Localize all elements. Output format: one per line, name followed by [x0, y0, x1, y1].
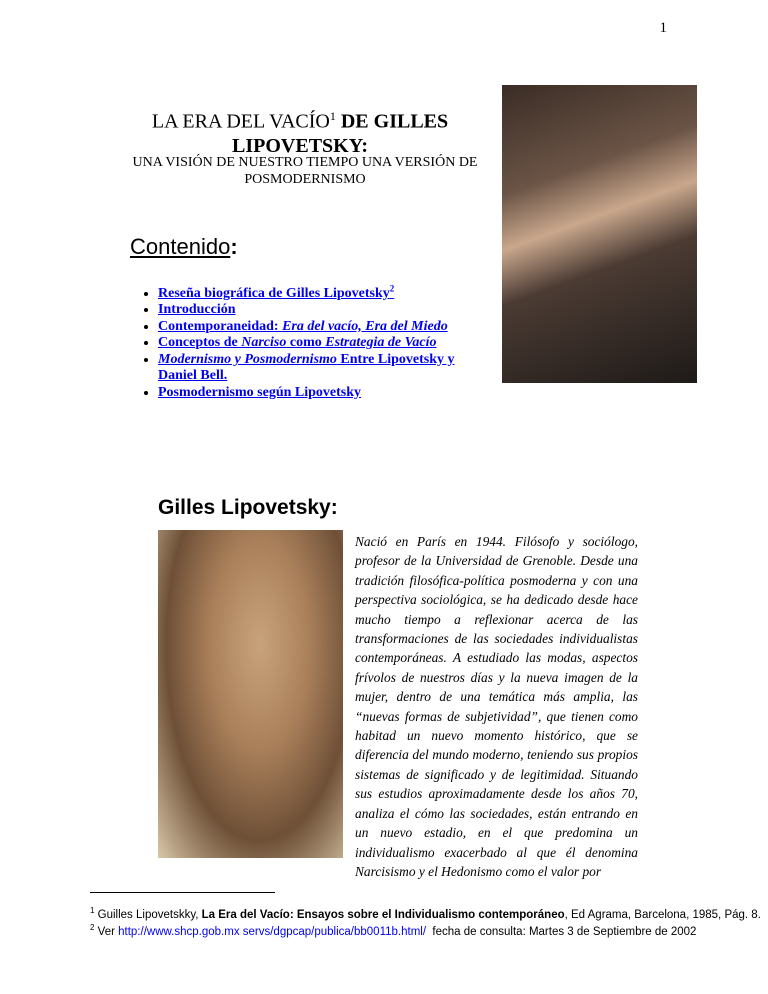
title-part1: LA ERA DEL VACÍO — [151, 110, 330, 133]
footnote-link[interactable]: http://www.shcp.gob.mx servs/dgpcap/publica/bb0011b.html/ — [118, 925, 427, 938]
toc-link[interactable]: Introducción — [158, 302, 236, 318]
toc-link[interactable]: Contemporaneidad: Era del vacío, Era del Miedo — [158, 318, 448, 334]
toc-link[interactable]: Modernismo y Posmodernismo Entre Lipovetsky y Daniel Bell. — [158, 351, 455, 384]
toc-link[interactable]: Posmodernismo según Lipovetsky — [158, 384, 362, 400]
contents-word: Contenido — [130, 234, 231, 259]
toc-link[interactable]: Reseña biográfica de Gilles Lipovetsky$^2$ — [158, 283, 395, 301]
toc-link[interactable]: Conceptos de Narciso como Estrategia de Vacío — [158, 335, 437, 351]
portrait-photo — [158, 530, 343, 858]
section-heading: Gilles Lipovetsky: — [158, 496, 338, 519]
footnote-1: $^1$ Guilles Lipovetskky, La Era del Vacío: Ensayos sobre el Individualismo contemporáneo, Ed Agrama, Barcelona, 1985, Pág. 8. — [90, 906, 761, 921]
footnote-ref[interactable]: 1 — [329, 109, 336, 123]
document-title — [110, 104, 490, 158]
footnote-divider — [90, 892, 275, 893]
document-subtitle: UNA VISIÓN DE NUESTRO TIEMPO UNA VERSIÓN DE POSMODERNISMO — [132, 155, 478, 187]
toc-item[interactable] — [158, 385, 468, 402]
footnote-2: $^2$ Ver http://www.shcp.gob.mx servs/dgpcap/publica/bb0011b.html/ fecha de consulta: Martes 3 de Septiembre de 2002 — [90, 923, 697, 938]
toc-item[interactable] — [158, 280, 468, 302]
table-of-contents — [130, 280, 468, 401]
title-part2: DE GILLES LIPOVETSKY: — [232, 110, 449, 157]
fashion-photo — [502, 85, 697, 383]
toc-item[interactable] — [158, 319, 468, 336]
toc-item[interactable] — [158, 302, 468, 319]
contents-colon: : — [230, 234, 238, 259]
biography-text: Nació en París en 1944. Filósofo y sociólogo, profesor de la Universidad de Grenoble. Desde una tradición filosófica-política posmoderna y con una perspectiva sociológica, se ha dedicado desde hace mucho tiempo a reflexionar acerca de las transformaciones de las sociedades individualistas contemporáneas. A estudiado las modas, aspectos frívolos de nuestros días y la nueva imagen de la mujer, dentro de una temática más amplia, las “nuevas formas de subjetividad”, que tienen como habitad un nuevo momento histórico, que se diferencia del mundo moderno, teniendo sus propios sistemas de significado y de legitimidad. Situando sus estudios aproximadamente desde los años 70, analiza el cómo las sociedades, están entrando en un nuevo estadio, en el que predomina un individualismo exacerbado al que él denomina Narcisismo y el Hedonismo como el valor por — [355, 534, 638, 879]
contents-heading — [130, 234, 238, 260]
toc-item[interactable] — [158, 352, 468, 385]
page-number: 1 — [659, 20, 667, 36]
toc-item[interactable] — [158, 335, 468, 352]
